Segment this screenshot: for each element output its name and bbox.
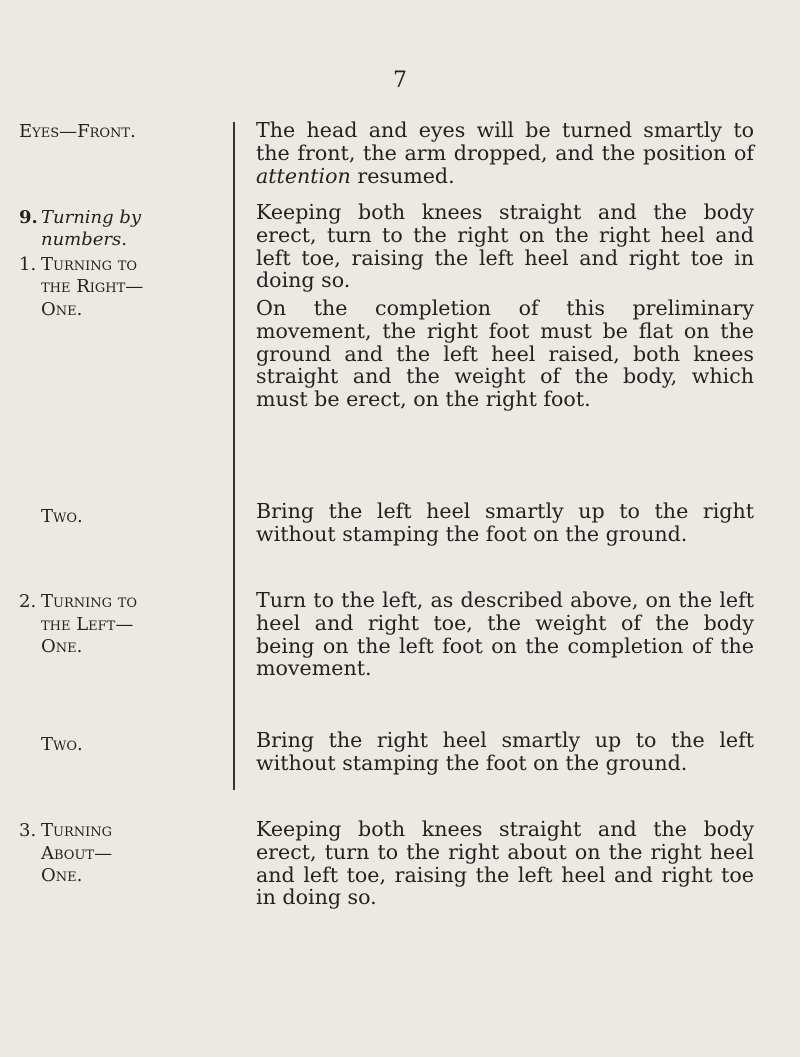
margin-heading-item1 — [19, 254, 137, 276]
margin-heading-item3-line2: About— — [41, 843, 113, 864]
paragraph-turning-left-two: Bring the right heel smartly up to the left without stamping the foot on the ground. — [256, 728, 754, 775]
item-number: 2. — [19, 591, 37, 612]
paragraph-turning-about-one: Keeping both knees straight and the body erect, turn to the right about on the right heel and left toe, raising the left heel and right toe in doing so. — [256, 817, 754, 910]
item-line: Turning to — [41, 254, 138, 275]
margin-heading-item3 — [19, 820, 112, 842]
item-number: 1. — [19, 254, 37, 275]
paragraph-eyes-front — [256, 119, 754, 187]
margin-heading-item2-line2: the Left— — [41, 614, 134, 635]
paragraph-preliminary-movement: On the completion of this preliminary movement, the right foot must be flat on the ground and the left heel raised, both knees straight and the weight of the body, which must be erect, on the right foot. — [256, 296, 754, 412]
margin-heading-item3-line3: One. — [41, 865, 83, 886]
item-number: 3. — [19, 820, 37, 841]
margin-heading-item1-line2: the Right— — [41, 276, 144, 297]
item-line: Turning — [41, 820, 113, 841]
paragraph-text: resumed. — [350, 163, 455, 188]
margin-heading-eyes-front: Eyes—Front. — [19, 121, 136, 142]
margin-heading-section9 — [19, 207, 141, 229]
section-number: 9. — [19, 207, 38, 228]
paragraph-turning-left-one: Turn to the left, as described above, on the left heel and right toe, the weight of the body being on the left foot on the completion of the movement. — [256, 588, 754, 681]
margin-heading-item2 — [19, 591, 137, 613]
item-line: Turning to — [41, 591, 138, 612]
margin-heading-section9-cont: numbers. — [41, 229, 127, 250]
margin-heading-item1-line3: One. — [41, 299, 83, 320]
paragraph-turning-right-one: Keeping both knees straight and the body erect, turn to the right on the right heel and left toe, raising the left heel and right toe in doing so. — [256, 200, 754, 293]
margin-heading-two-a: Two. — [41, 506, 83, 527]
column-divider — [233, 122, 235, 790]
section-title-line: Turning by — [41, 207, 142, 228]
paragraph-text: The head and eyes will be turned smartly to the front, the arm dropped, and the position of — [256, 118, 754, 165]
page-number: 7 — [393, 68, 407, 93]
margin-heading-item2-line3: One. — [41, 636, 83, 657]
margin-heading-two-b: Two. — [41, 734, 83, 755]
paragraph-emphasis: attention — [256, 163, 351, 188]
paragraph-turning-right-two: Bring the left heel smartly up to the right without stamping the foot on the ground. — [256, 499, 754, 546]
